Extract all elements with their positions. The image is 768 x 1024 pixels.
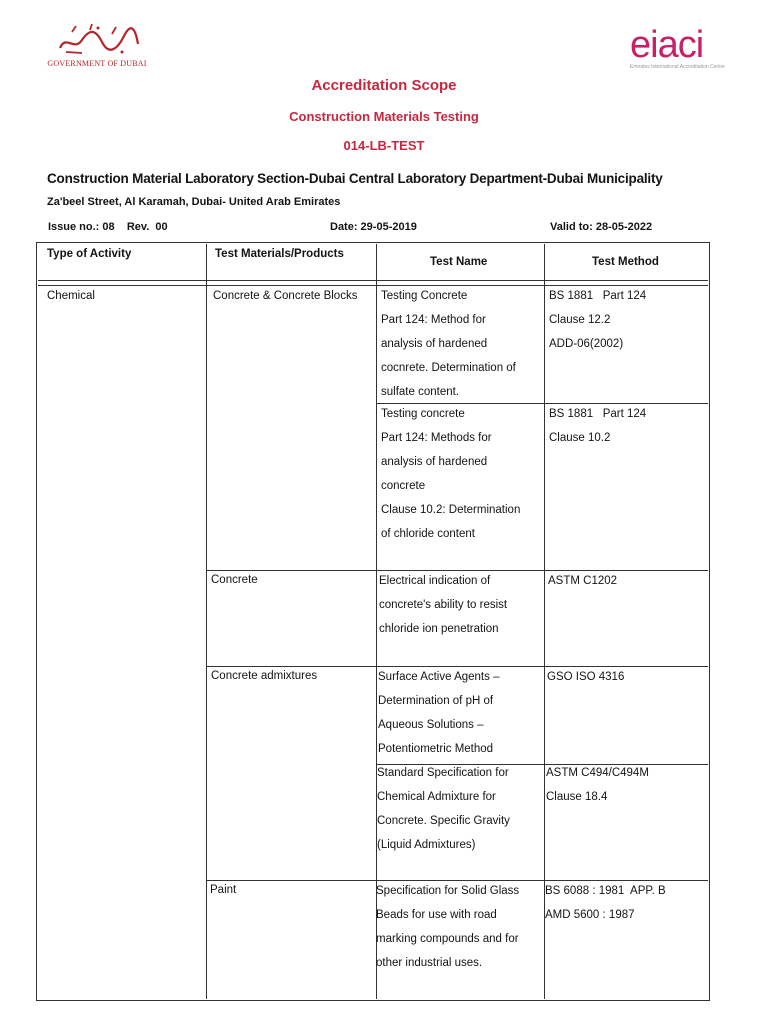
test-name-line: cocnrete. Determination of xyxy=(381,362,516,374)
test-name-line: Determination of pH of xyxy=(378,695,494,707)
test-method-line: BS 6088 : 1981 APP. B xyxy=(545,885,666,897)
dubai-calligraphy-icon xyxy=(52,22,142,58)
test-name-line: of chloride content xyxy=(381,528,475,540)
eiac-logo-subtext: Emirates International Accreditation Centre xyxy=(630,64,726,70)
material-cell: Concrete admixtures xyxy=(211,670,318,682)
test-method-line: BS 1881 Part 124 xyxy=(549,290,647,302)
issue-number: Issue no.: 08 Rev. 00 xyxy=(48,221,168,233)
test-method-line: Clause 18.4 xyxy=(546,791,608,803)
test-name-line: other industrial uses. xyxy=(376,957,483,969)
test-name-line: Chemical Admixture for xyxy=(377,791,496,803)
test-name-cell xyxy=(376,879,519,975)
material-cell: Concrete xyxy=(211,574,258,586)
test-name-line: Specification for Solid Glass xyxy=(376,885,520,897)
page-title: Accreditation Scope xyxy=(311,77,457,94)
test-name-line: Potentiometric Method xyxy=(378,743,494,755)
government-of-dubai-logo xyxy=(42,22,152,68)
material-cell: Concrete & Concrete Blocks xyxy=(213,290,358,302)
test-name-line: chloride ion penetration xyxy=(379,623,499,635)
test-method-line: BS 1881 Part 124 xyxy=(549,408,647,420)
test-name-line: (Liquid Admixtures) xyxy=(377,839,476,851)
valid-to: Valid to: 28-05-2022 xyxy=(550,221,653,233)
table-divider xyxy=(206,244,207,999)
test-method-cell xyxy=(546,761,649,809)
test-name-line: Testing Concrete xyxy=(381,290,468,302)
material-cell: Paint xyxy=(210,884,237,896)
test-name-cell xyxy=(377,761,510,857)
eiac-logo-word: eiaci xyxy=(630,24,704,66)
test-name-line: Clause 10.2: Determination xyxy=(381,504,521,516)
test-name-line: Part 124: Methods for xyxy=(381,432,492,444)
test-method-cell xyxy=(545,879,666,927)
activity-cell: Chemical xyxy=(47,290,95,302)
test-name-cell xyxy=(381,284,516,404)
issue-date: Date: 29-05-2019 xyxy=(330,221,417,233)
column-header-materials: Test Materials/Products xyxy=(215,248,344,260)
test-method-line: ADD-06(2002) xyxy=(549,338,624,350)
test-name-line: concrete's ability to resist xyxy=(379,599,508,611)
test-name-line: marking compounds and for xyxy=(376,933,519,945)
test-method-line: AMD 5600 : 1987 xyxy=(545,909,635,921)
test-name-line: analysis of hardened xyxy=(381,338,488,350)
test-method-line: GSO ISO 4316 xyxy=(547,671,625,683)
eiac-logo xyxy=(630,26,750,70)
scope-code: 014-LB-TEST xyxy=(343,138,425,153)
test-name-line: analysis of hardened xyxy=(381,456,488,468)
table-divider xyxy=(38,280,708,281)
test-name-line: Beads for use with road xyxy=(376,909,497,921)
test-method-cell xyxy=(547,665,624,689)
page-subtitle: Construction Materials Testing xyxy=(289,109,479,124)
test-name-line: Electrical indication of xyxy=(379,575,491,587)
test-name-line: Surface Active Agents – xyxy=(378,671,500,683)
test-name-line: Testing concrete xyxy=(381,408,465,420)
column-header-test-method: Test Method xyxy=(592,256,659,268)
test-name-line: sulfate content. xyxy=(381,386,459,398)
lab-address: Za'beel Street, Al Karamah, Dubai- United Arab Emirates xyxy=(47,196,341,208)
test-name-cell xyxy=(379,569,507,641)
test-method-line: ASTM C494/C494M xyxy=(546,767,649,779)
test-name-line: Aqueous Solutions – xyxy=(378,719,484,731)
column-header-test-name: Test Name xyxy=(430,256,488,268)
test-method-cell xyxy=(549,284,646,356)
test-name-line: Part 124: Method for xyxy=(381,314,486,326)
test-method-line: Clause 12.2 xyxy=(549,314,611,326)
test-name-line: Standard Specification for xyxy=(377,767,509,779)
test-method-cell xyxy=(549,402,646,450)
test-method-line: Clause 10.2 xyxy=(549,432,611,444)
column-header-activity: Type of Activity xyxy=(47,248,132,260)
test-name-line: concrete xyxy=(381,480,426,492)
test-name-line: Concrete. Specific Gravity xyxy=(377,815,510,827)
test-method-cell xyxy=(548,569,617,593)
gov-logo-text: GOVERNMENT OF DUBAI xyxy=(47,59,147,68)
test-name-cell xyxy=(378,665,499,761)
test-method-line: ASTM C1202 xyxy=(548,575,618,587)
test-name-cell xyxy=(381,402,520,546)
lab-name: Construction Material Laboratory Section-Dubai Central Laboratory Department-Dubai Municipality xyxy=(47,171,663,186)
